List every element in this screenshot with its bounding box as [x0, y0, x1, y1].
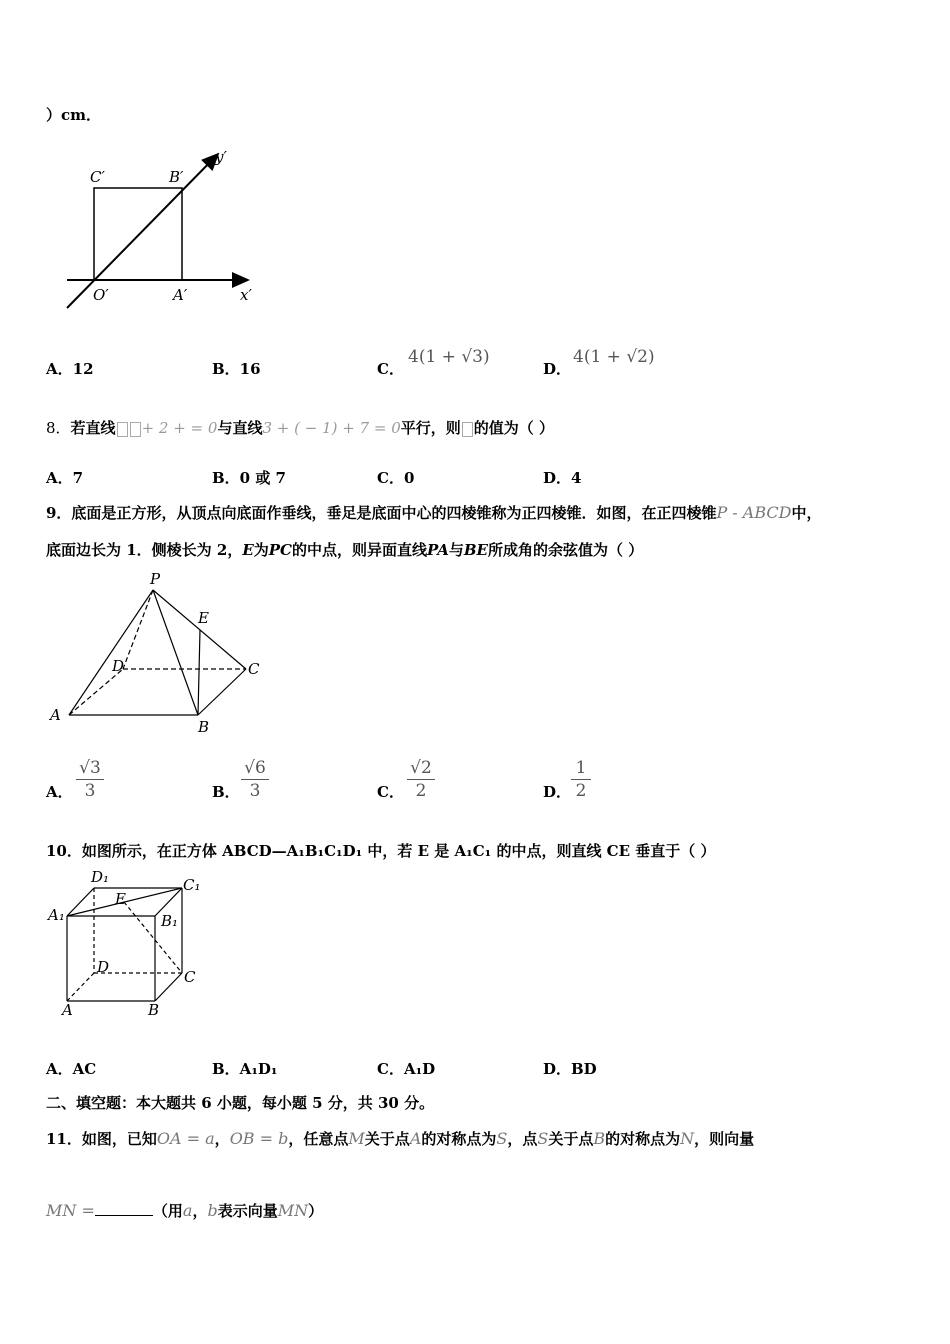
q9-option-a-frac: √3 3: [76, 758, 104, 801]
q8-option-d[interactable]: D．4: [543, 469, 582, 487]
q10-stem: 10．如图所示，在正方体 ABCD—A₁B₁C₁D₁ 中，若 E 是 A₁C₁ 的中点，则直线 CE 垂直于（ ）: [46, 842, 716, 860]
q9-option-d-frac: 1 2: [571, 758, 591, 801]
label-D: D: [112, 657, 125, 675]
q8-option-a[interactable]: A．7: [46, 469, 84, 487]
label-A1: A₁: [48, 906, 65, 924]
label-O: O′: [93, 286, 109, 304]
label-y: y′: [215, 148, 227, 166]
label-C: C′: [90, 168, 105, 186]
q9-option-c-frac: √2 2: [407, 758, 435, 801]
q9-option-b[interactable]: B．: [212, 783, 240, 801]
label-C: C: [184, 968, 196, 986]
label-C: C: [248, 660, 260, 678]
label-E: E: [115, 890, 126, 908]
label-A: A′: [173, 286, 188, 304]
label-C1: C₁: [183, 876, 201, 894]
label-P: P: [150, 570, 161, 588]
label-B1: B₁: [161, 912, 179, 930]
q7-option-c[interactable]: C．: [377, 360, 404, 378]
q8-stem: 8．若直线 + 2 + = 0与直线3 + ( − 1) + 7 = 0平行，则 的值为（ ）: [46, 419, 554, 437]
q9-option-c[interactable]: C．: [377, 783, 404, 801]
q7-option-a[interactable]: A．12: [46, 360, 94, 378]
q10-option-c[interactable]: C．A₁D: [377, 1060, 436, 1078]
label-E: E: [198, 609, 209, 627]
q9-option-d[interactable]: D．: [543, 783, 572, 801]
section-2-heading: 二、填空题：本大题共 6 小题，每小题 5 分，共 30 分。: [46, 1094, 435, 1112]
q7-option-d[interactable]: D．: [543, 360, 572, 378]
q11-stem-line1: 11．如图，已知OA = a，OB = b，任意点M关于点A的对称点为S，点S关于点B的对称点为N，则向量: [46, 1129, 755, 1148]
q8-number: 8．: [46, 419, 71, 437]
q7-tail: ）cm．: [46, 106, 102, 124]
q10-option-b[interactable]: B．A₁D₁: [212, 1060, 278, 1078]
label-B: B′: [169, 168, 184, 186]
q9-stem-line2: 底面边长为 1．侧棱长为 2，E为PC的中点，则异面直线PA与BE所成角的余弦值为（ ）: [46, 541, 644, 559]
q9-figure: [45, 568, 275, 738]
label-D1: D₁: [91, 868, 110, 886]
q10-figure: [45, 868, 215, 1023]
q7-option-b[interactable]: B．16: [212, 360, 261, 378]
answer-blank[interactable]: [95, 1203, 153, 1216]
q9-option-b-frac: √6 3: [241, 758, 269, 801]
q9-option-a[interactable]: A．: [46, 783, 73, 801]
q8-option-b[interactable]: B．0 或 7: [212, 469, 286, 487]
q7-option-c-math: 4(1 + √3): [408, 347, 490, 367]
label-A: A: [50, 706, 61, 724]
label-A: A: [62, 1001, 73, 1019]
label-B: B: [148, 1001, 160, 1019]
q9-stem-line1: 9．底面是正方形，从顶点向底面作垂线，垂足是底面中心的四棱锥称为正四棱锥．如图，在正四棱锥P - ABCD中，: [46, 503, 822, 522]
q7-option-d-math: 4(1 + √2): [573, 347, 655, 367]
label-B: B: [198, 718, 210, 736]
label-x: x′: [240, 286, 252, 304]
q7-figure: [55, 140, 275, 320]
q10-option-a[interactable]: A．AC: [46, 1060, 97, 1078]
label-D: D: [97, 958, 110, 976]
q10-option-d[interactable]: D．BD: [543, 1060, 597, 1078]
q11-stem-line2: MN = （用a，b表示向量MN）: [46, 1201, 324, 1220]
q8-option-c[interactable]: C．0: [377, 469, 415, 487]
